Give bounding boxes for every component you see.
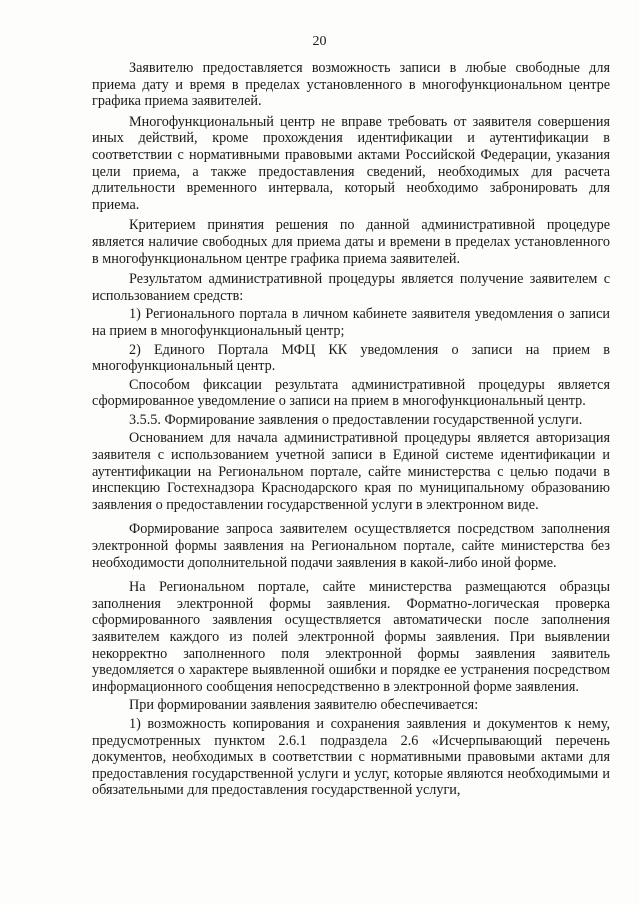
paragraph-provided-features: При формировании заявления заявителю обеспечивается: xyxy=(129,697,479,714)
paragraph-mfc-restrictions: Многофункциональный центр не вправе требовать от заявителя совершения иных действий, кроме прохождения идентификации и аутентификации в соответствии с нормативными правовыми актами Российской Федерации, указания цели приема, а также предоставления сведений, необходимых для расчета длительности временного интервала, который необходимо забронировать для приема. xyxy=(92,113,610,213)
paragraph-appointment-booking: Заявителю предоставляется возможность записи в любые свободные для приема дату и время в пределах установленного в многофункциональном центре графика приема заявителей. xyxy=(92,60,610,110)
paragraph-decision-criterion: Критерием принятия решения по данной административной процедуре является наличие свободных для приема даты и времени в пределах установленного в многофункциональном центре графика приема заявителей. xyxy=(92,217,610,267)
paragraph-form-samples: На Региональном портале, сайте министерства размещаются образцы заполнения электронной формы заявления. Форматно-логическая проверка сформированного заявления осуществляется автоматически после заполнения заявителем каждого из полей электронной формы заявления. При выявлении некорректно заполненного поля электронной формы заявления заявитель уведомляется о характере выявленной ошибки и порядке ее устранения посредством информационного сообщения непосредственно в электронной форме заявления. xyxy=(92,579,610,695)
section-heading-3-5-5: 3.5.5. Формирование заявления о предоставлении государственной услуги. xyxy=(129,411,583,428)
document-body xyxy=(92,60,610,803)
list-item-regional-portal: 1) Регионального портала в личном кабинете заявителя уведомления о записи на прием в многофункциональный центр; xyxy=(92,306,610,339)
page-number: 20 xyxy=(312,34,327,49)
list-item-copy-save: 1) возможность копирования и сохранения заявления и документов к нему, предусмотренных пунктом 2.6.1 подраздела 2.6 «Исчерпывающий перечень документов, необходимых в соответствии с нормативными правовыми актами для предоставления государственной услуги и услуг, которые являются необходимыми и обязательными для предоставления государственной услуги, xyxy=(92,715,610,799)
paragraph-request-formation: Формирование запроса заявителем осуществляется посредством заполнения электронной формы заявления на Региональном портале, сайте министерства без необходимости дополнительной подачи заявления в какой-либо иной форме. xyxy=(92,521,610,571)
paragraph-result-fixation: Способом фиксации результата административной процедуры является сформированное уведомление о записи на прием в многофункциональный центр. xyxy=(92,376,610,410)
list-item-mfc-portal: 2) Единого Портала МФЦ КК уведомления о записи на прием в многофункциональный центр. xyxy=(92,341,610,375)
paragraph-procedure-basis: Основанием для начала административной процедуры является авторизация заявителя с использованием учетной записи в Единой системе идентификации и аутентификации на Региональном портале, сайте министерства с целью подачи в инспекцию Гостехнадзора Краснодарского края по муниципальному образованию заявления о предоставлении государственной услуги в электронном виде. xyxy=(92,430,610,513)
paragraph-procedure-result: Результатом административной процедуры является получение заявителем с использованием средств: xyxy=(92,271,610,304)
